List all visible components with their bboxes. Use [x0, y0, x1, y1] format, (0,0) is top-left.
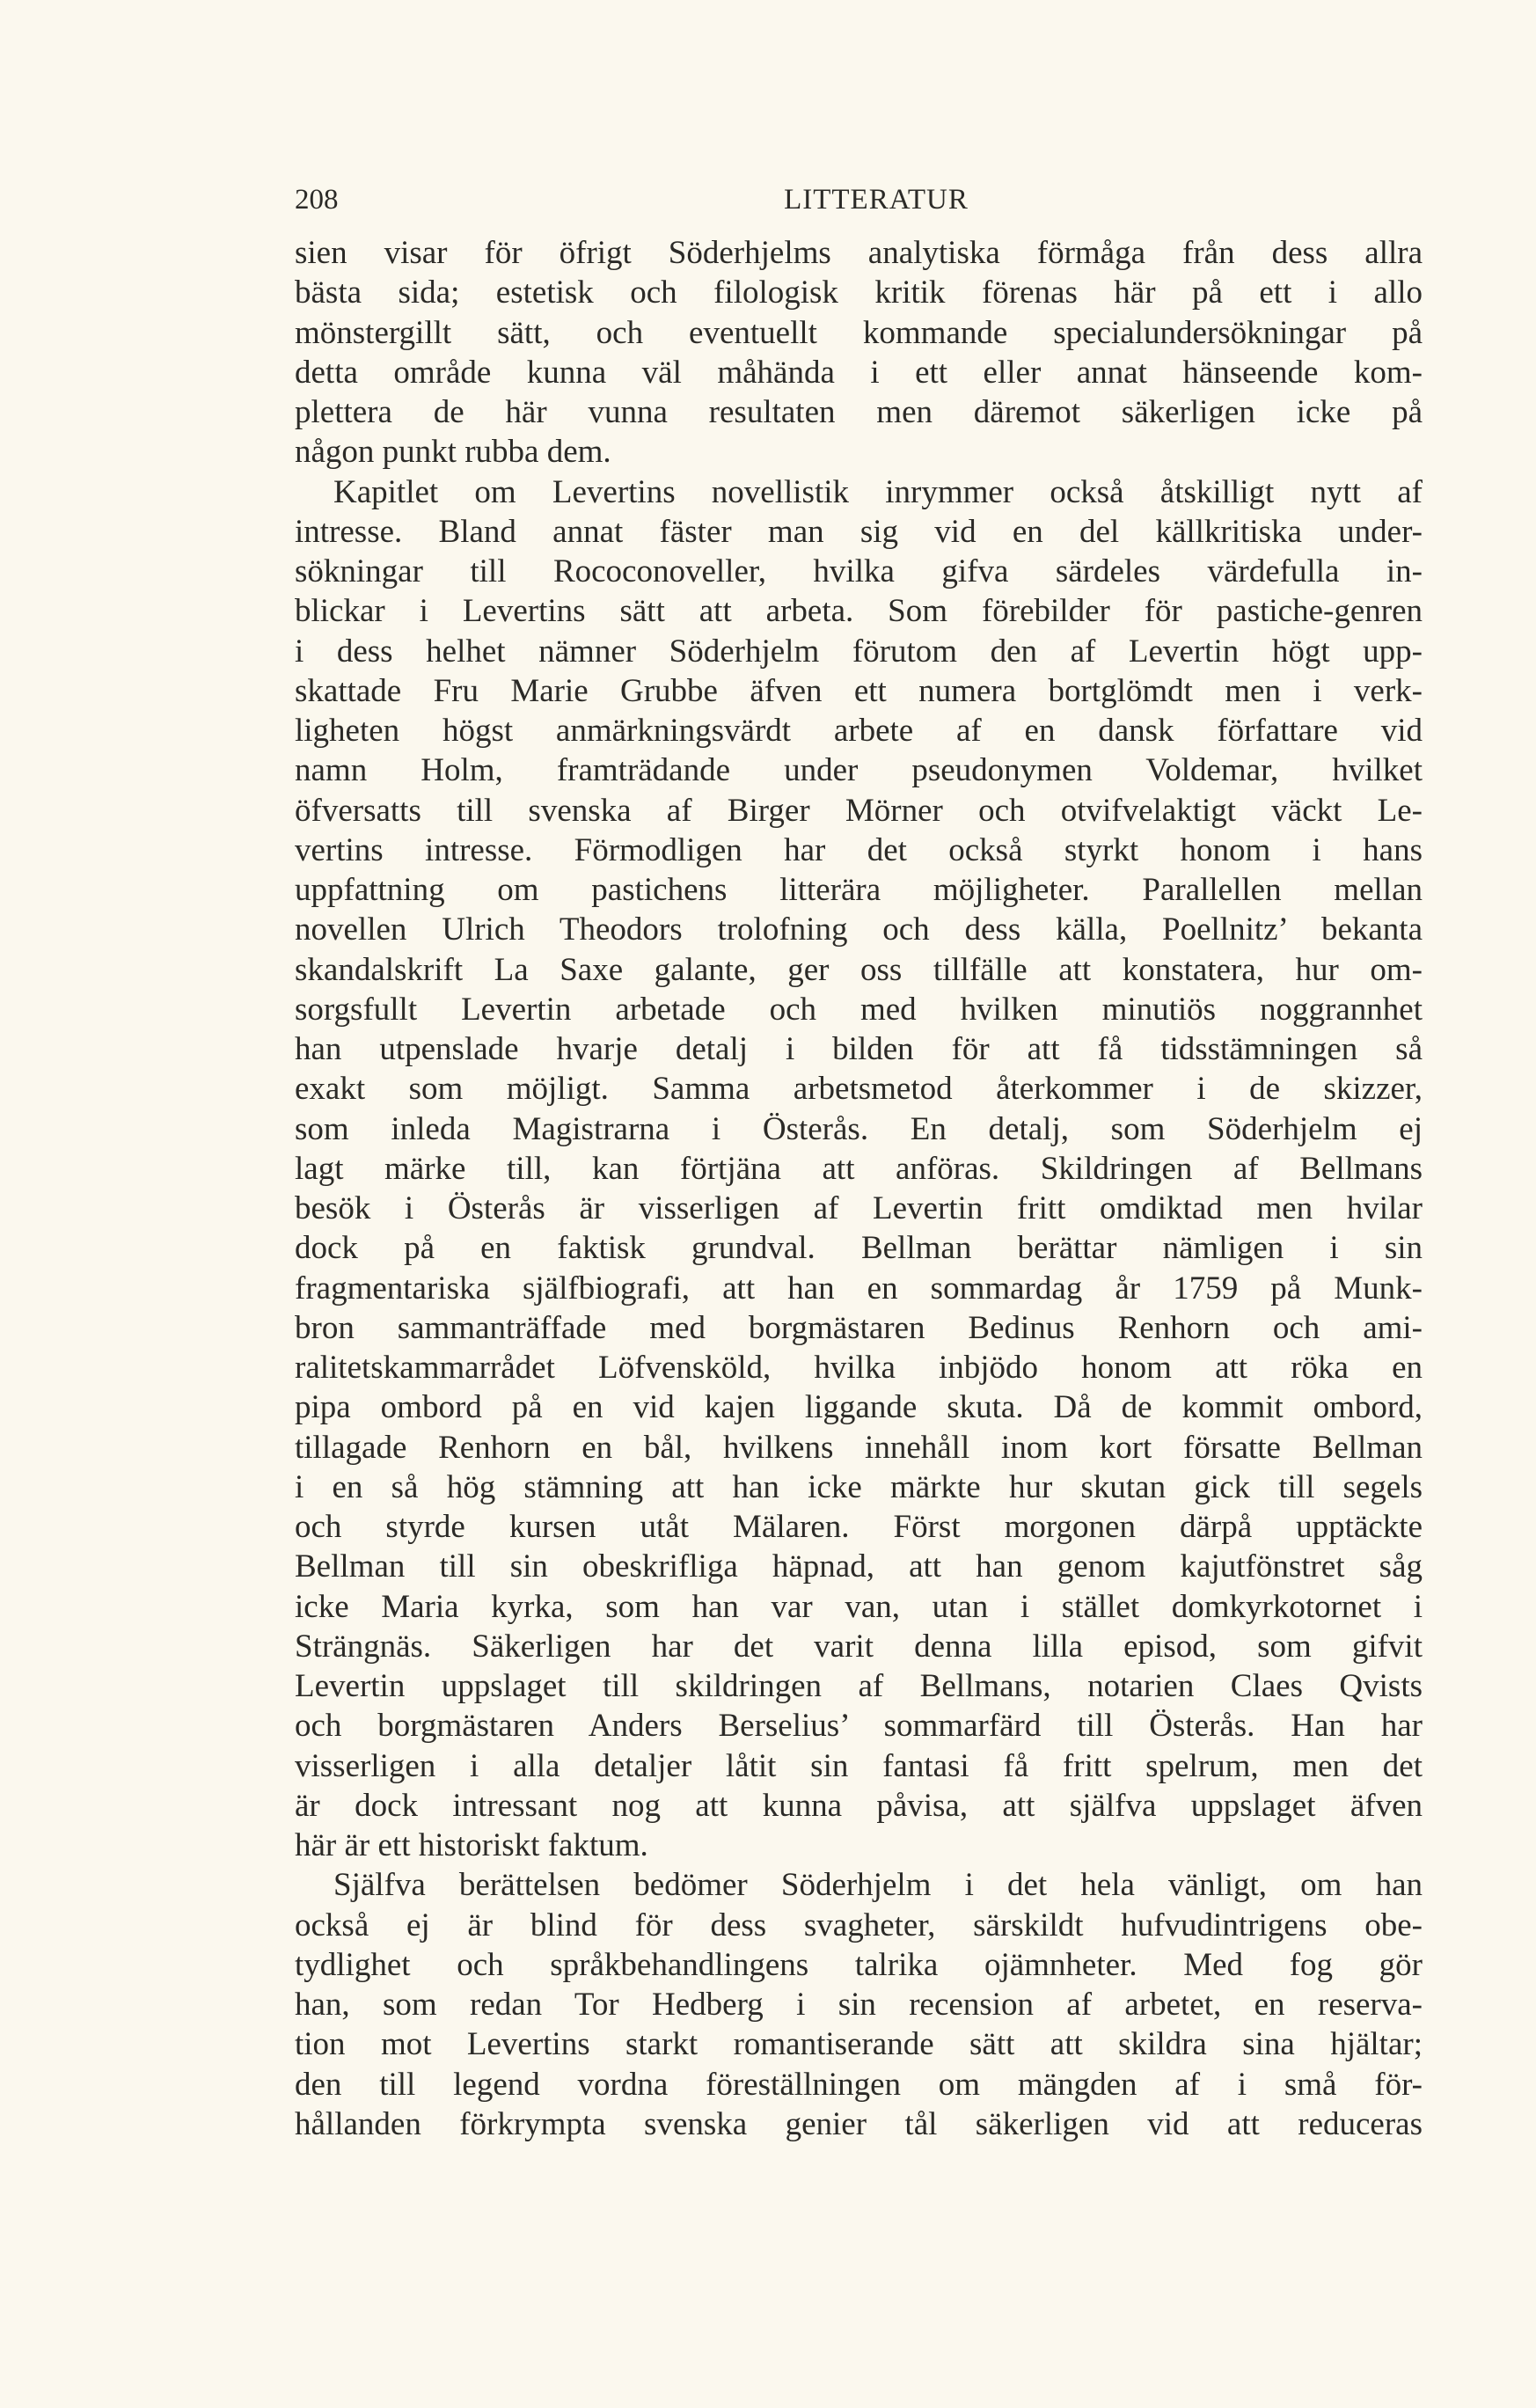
text-line: Strängnäs. Säkerligen har det varit denna lilla episod, som gifvit — [295, 1628, 1423, 1665]
text-line: detta område kunna väl måhända i ett eller annat hänseende kom- — [295, 354, 1423, 391]
text-line: tion mot Levertins starkt romantiserande sätt att skildra sina hjältar; — [295, 2026, 1423, 2063]
text-line: exakt som möjligt. Samma arbetsmetod återkommer i de skizzer, — [295, 1071, 1423, 1108]
paragraph — [295, 472, 1423, 1866]
text-line: plettera de här vunna resultaten men däremot säkerligen icke på — [295, 394, 1423, 430]
text-line: tillagade Renhorn en bål, hvilkens innehåll inom kort försatte Bellman — [295, 1429, 1423, 1466]
text-line: visserligen i alla detaljer låtit sin fantasi få fritt spelrum, men det — [295, 1747, 1423, 1784]
text-line: skattade Fru Marie Grubbe äfven ett numera bortglömdt men i verk- — [295, 672, 1423, 709]
text-line: mönstergillt sätt, och eventuellt kommande specialundersökningar på — [295, 314, 1423, 351]
text-line: Levertin uppslaget till skildringen af Bellmans, notarien Claes Qvists — [295, 1668, 1423, 1704]
text-line: bron sammanträffade med borgmästaren Bedinus Renhorn och ami- — [295, 1309, 1423, 1346]
text-line: han, som redan Tor Hedberg i sin recension af arbetet, en reserva- — [295, 1987, 1423, 2023]
page-number: 208 — [295, 184, 339, 216]
text-line: besök i Österås är visserligen af Levertin fritt omdiktad men hvilar — [295, 1190, 1423, 1226]
text-line: icke Maria kyrka, som han var van, utan i stället domkyrkotornet i — [295, 1588, 1423, 1625]
text-line: i en så hög stämning att han icke märkte hur skutan gick till segels — [295, 1468, 1423, 1505]
text-line: ralitetskammarrådet Löfvensköld, hvilka inbjödo honom att röka en — [295, 1350, 1423, 1386]
text-line: någon punkt rubba dem. — [295, 434, 611, 471]
text-line: öfversatts till svenska af Birger Mörner och otvifvelaktigt väckt Le- — [295, 792, 1423, 829]
paragraph — [295, 233, 1423, 472]
text-line: skandalskrift La Saxe galante, ger oss tillfälle att konstatera, hur om- — [295, 951, 1423, 988]
running-title: LITTERATUR — [784, 184, 969, 216]
text-line: bästa sida; estetisk och filologisk kritik förenas här på ett i allo — [295, 274, 1423, 311]
body-text — [295, 233, 1423, 2144]
text-line: vertins intresse. Förmodligen har det också styrkt honom i hans — [295, 831, 1423, 868]
text-line: Bellman till sin obeskrifliga häpnad, att han genom kajutfönstret såg — [295, 1548, 1423, 1585]
text-line: Själfva berättelsen bedömer Söderhjelm i det hela vänligt, om han — [333, 1867, 1423, 1904]
text-line: blickar i Levertins sätt att arbeta. Som förebilder för pastiche-genren — [295, 593, 1423, 630]
text-line: tydlighet och språkbehandlingens talrika ojämnheter. Med fog gör — [295, 1946, 1423, 1983]
text-line: och borgmästaren Anders Berselius’ sommarfärd till Österås. Han har — [295, 1708, 1423, 1745]
running-header — [295, 179, 1423, 220]
text-line: är dock intressant nog att kunna påvisa, att själfva uppslaget äfven — [295, 1787, 1423, 1824]
text-line: också ej är blind för dess svagheter, särskildt hufvudintrigens obe- — [295, 1907, 1423, 1943]
text-line: den till legend vordna föreställningen om mängden af i små för- — [295, 2066, 1423, 2103]
text-line: sorgsfullt Levertin arbetade och med hvilken minutiös noggrannhet — [295, 991, 1423, 1028]
text-line: han utpenslade hvarje detalj i bilden för att få tidsstämningen så — [295, 1031, 1423, 1067]
text-line: som inleda Magistrarna i Österås. En detalj, som Söderhjelm ej — [295, 1110, 1423, 1147]
text-line: novellen Ulrich Theodors trolofning och dess källa, Poellnitz’ bekanta — [295, 911, 1423, 948]
paragraph — [295, 1865, 1423, 2144]
text-line: här är ett historiskt faktum. — [295, 1827, 648, 1863]
text-line: lagt märke till, kan förtjäna att anföras. Skildringen af Bellmans — [295, 1150, 1423, 1187]
text-line: sökningar till Rococonoveller, hvilka gifva särdeles värdefulla in- — [295, 553, 1423, 589]
text-line: hållanden förkrympta svenska genier tål säkerligen vid att reduceras — [295, 2105, 1423, 2142]
text-line: fragmentariska själfbiografi, att han en sommardag år 1759 på Munk- — [295, 1270, 1423, 1306]
text-line: intresse. Bland annat fäster man sig vid en del källkritiska under- — [295, 513, 1423, 550]
text-line: pipa ombord på en vid kajen liggande skuta. Då de kommit ombord, — [295, 1389, 1423, 1426]
text-line: sien visar för öfrigt Söderhjelms analytiska förmåga från dess allra — [295, 235, 1423, 271]
text-line: och styrde kursen utåt Mälaren. Först morgonen därpå upptäckte — [295, 1509, 1423, 1545]
text-line: uppfattning om pastichens litterära möjligheter. Parallellen mellan — [295, 872, 1423, 908]
text-line: namn Holm, framträdande under pseudonymen Voldemar, hvilket — [295, 752, 1423, 789]
text-line: i dess helhet nämner Söderhjelm förutom den af Levertin högt upp- — [295, 633, 1423, 670]
text-line: Kapitlet om Levertins novellistik inrymmer också åtskilligt nytt af — [333, 473, 1423, 510]
text-line: ligheten högst anmärkningsvärdt arbete af en dansk författare vid — [295, 713, 1423, 749]
text-line: dock på en faktisk grundval. Bellman berättar nämligen i sin — [295, 1230, 1423, 1267]
